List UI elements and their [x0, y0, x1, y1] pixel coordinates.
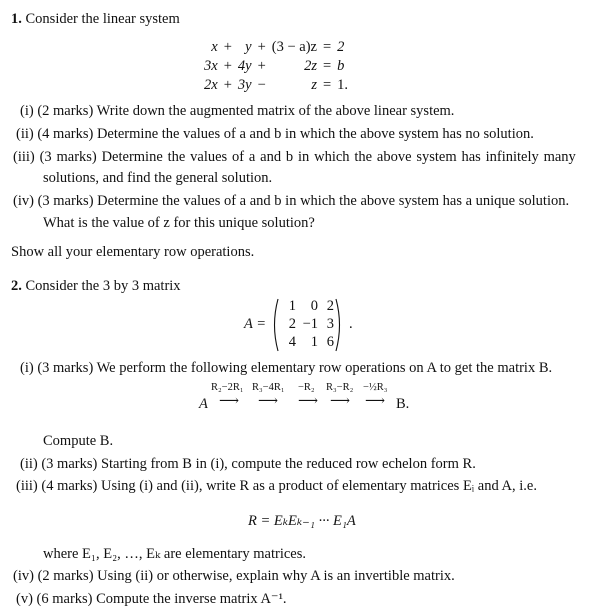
part-marks: (6 marks)	[36, 591, 93, 607]
right-arrow-icon: ⟶	[365, 394, 386, 409]
row-op-label: R₃−R₂	[326, 382, 354, 393]
matrix-cell: 0	[310, 298, 319, 315]
eq-op: +	[223, 39, 232, 56]
where-text: where E₁, E₂, …, Eₖ are elementary matrices.	[43, 546, 306, 562]
compute-b-text: Compute B.	[43, 433, 114, 449]
q2-part-i	[20, 359, 552, 377]
eq-op: +	[257, 39, 266, 56]
right-arrow-icon: ⟶	[330, 394, 351, 409]
q2-part-iv	[13, 567, 455, 585]
matrix-grid	[280, 298, 334, 352]
part-text: Determine the values of a and b in which the above system has a unique solution.	[97, 193, 570, 209]
q1-footer-note: Show all your elementary row operations.	[11, 244, 255, 260]
eq-equals: =	[322, 39, 332, 56]
row-op-label: −½R₃	[363, 382, 388, 393]
q1-part	[16, 125, 534, 143]
eq-term: 2z	[304, 58, 317, 75]
op-start: A	[199, 396, 208, 412]
matrix-cell: 1	[310, 334, 319, 351]
part-text: Write down the augmented matrix of the above linear system.	[96, 103, 455, 119]
eq-term: 4y	[237, 58, 252, 75]
part-label: (v)	[16, 591, 33, 607]
matrix-A	[244, 297, 353, 352]
q2-intro: Consider the 3 by 3 matrix	[25, 278, 181, 294]
equation-row	[201, 38, 351, 57]
q1-number: 1.	[11, 11, 22, 27]
right-arrow-icon: ⟶	[258, 394, 279, 409]
product-equation: R = EₖEₖ₋₁ ··· E₁A	[248, 513, 356, 529]
matrix-cell: 3	[326, 316, 335, 333]
q2-part-v	[16, 590, 287, 608]
part-text: Determine the values of a and b in which the above system has infinitely many	[101, 149, 576, 165]
matrix-cell: 1	[288, 298, 297, 315]
eq-op: −	[257, 77, 266, 94]
part-label: (i)	[20, 360, 34, 376]
q1-part	[13, 148, 576, 166]
row-op-label: R₂−2R₁	[211, 382, 244, 393]
eq-term: x	[211, 39, 218, 56]
part-label: (ii)	[20, 456, 38, 472]
eq-term: 3y	[237, 77, 252, 94]
equation-row	[201, 57, 351, 76]
part-marks: (2 marks)	[37, 103, 94, 119]
q2-heading	[11, 277, 181, 295]
q1-heading	[11, 10, 180, 28]
matrix-period: .	[349, 316, 353, 333]
part-label: (ii)	[16, 126, 34, 142]
row-op-label: R₃−4R₁	[252, 382, 285, 393]
eq-term: (3 − a)z	[271, 39, 317, 56]
part-label: (iv)	[13, 193, 34, 209]
matrix-label: A =	[244, 316, 267, 333]
part-text-cont: What is the value of z for this unique solution?	[43, 215, 315, 231]
part-text: Using (i) and (ii), write R as a product of elementary matrices Eᵢ and A, i.e.	[100, 478, 537, 494]
left-paren-icon	[270, 298, 280, 352]
part-text-cont: solutions, and find the general solution.	[43, 170, 273, 186]
eq-op: +	[257, 58, 266, 75]
part-marks: (3 marks)	[37, 360, 94, 376]
row-op-label: −R₂	[298, 382, 315, 393]
eq-rhs: 2	[337, 39, 345, 56]
part-marks: (3 marks)	[39, 149, 97, 165]
q2-number: 2.	[11, 278, 22, 294]
part-text: Determine the values of a and b in which the above system has no solution.	[96, 126, 534, 142]
op-end: B.	[396, 396, 410, 412]
matrix-cell: −1	[302, 316, 319, 333]
q2-part-iii	[16, 477, 537, 495]
right-paren-icon	[334, 298, 344, 352]
eq-term: 3x	[204, 58, 218, 75]
eq-rhs: 1.	[337, 77, 349, 94]
eq-term: y	[245, 39, 252, 56]
eq-rhs: b	[337, 58, 345, 75]
matrix-cell: 2	[326, 298, 335, 315]
part-text: Starting from B in (i), compute the reduced row echelon form R.	[100, 456, 476, 472]
eq-term: z	[311, 77, 317, 94]
eq-op: +	[223, 77, 232, 94]
eq-equals: =	[322, 77, 332, 94]
linear-system	[201, 38, 351, 95]
q1-part	[13, 192, 569, 210]
part-marks: (3 marks)	[37, 193, 94, 209]
part-marks: (4 marks)	[41, 478, 98, 494]
part-label: (iii)	[16, 478, 38, 494]
q1-intro: Consider the linear system	[25, 11, 180, 27]
q2-part-ii	[20, 455, 476, 473]
part-text: Compute the inverse matrix A⁻¹.	[96, 591, 287, 607]
matrix-cell: 6	[326, 334, 335, 351]
eq-equals: =	[322, 58, 332, 75]
part-label: (i)	[20, 103, 34, 119]
matrix-cell: 4	[288, 334, 297, 351]
part-label: (iii)	[13, 149, 35, 165]
matrix-cell: 2	[288, 316, 297, 333]
part-label: (iv)	[13, 568, 34, 584]
part-text: We perform the following elementary row operations on A to get the matrix B.	[96, 360, 553, 376]
part-text: Using (ii) or otherwise, explain why A is an invertible matrix.	[97, 568, 455, 584]
equation-row	[201, 76, 351, 95]
eq-op: +	[223, 58, 232, 75]
part-marks: (2 marks)	[37, 568, 94, 584]
part-marks: (4 marks)	[37, 126, 94, 142]
eq-term: 2x	[204, 77, 218, 94]
right-arrow-icon: ⟶	[219, 394, 240, 409]
part-marks: (3 marks)	[41, 456, 98, 472]
right-arrow-icon: ⟶	[298, 394, 319, 409]
q1-part	[20, 102, 454, 120]
